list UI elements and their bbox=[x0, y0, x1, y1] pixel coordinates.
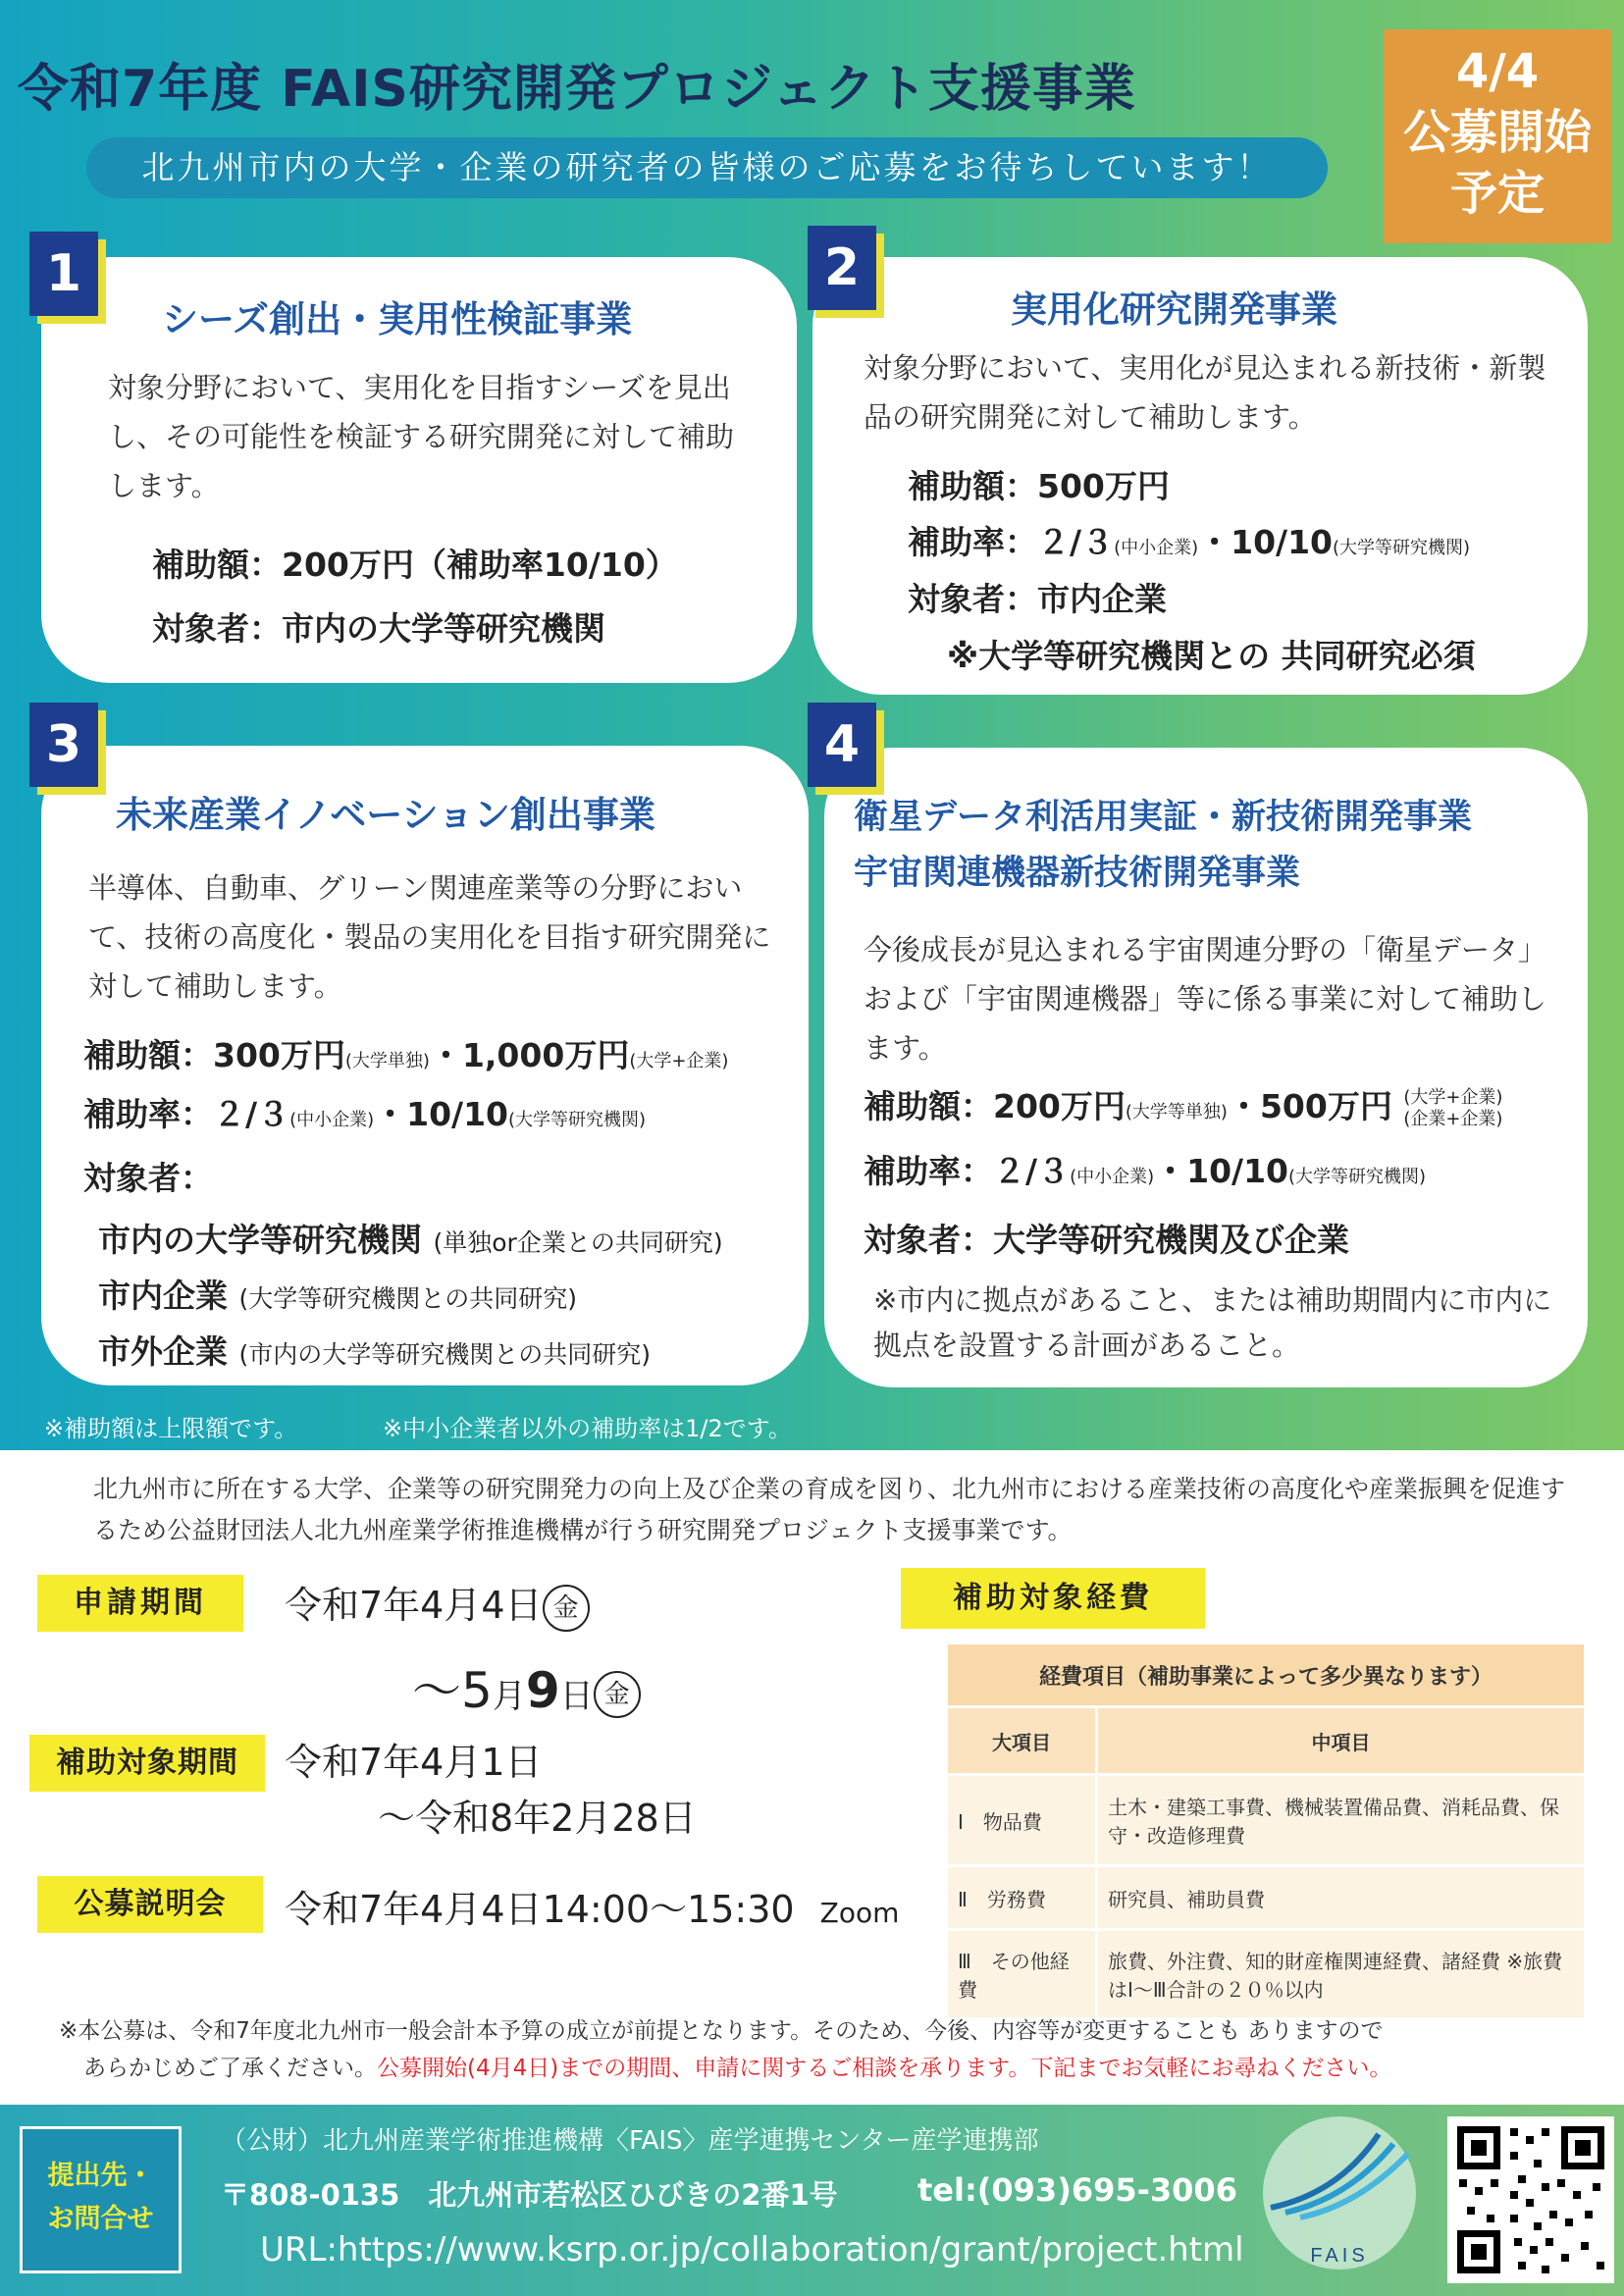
row-minor: 研究員、補助員費 bbox=[1097, 1866, 1586, 1930]
card-1-target: 対象者：市内の大学等研究機関 bbox=[152, 609, 605, 648]
apply-end bbox=[412, 1651, 641, 1722]
subtitle-text: 北九州市内の大学・企業の研究者の皆様のご応募をお待ちしています！ bbox=[141, 148, 1273, 186]
card-4-text: 今後成長が見込まれる宇宙関連分野の「衛星データ」および「宇宙関連機器」等に係る事業に対して補助します。 bbox=[864, 933, 1547, 1065]
footer-address: 〒808-0135 北九州市若松区ひびきの2番1号 bbox=[221, 2178, 838, 2212]
contact-box bbox=[20, 2126, 182, 2273]
target-main: 市外企業 bbox=[98, 1332, 228, 1371]
row-major: Ⅲ その他経費 bbox=[947, 1930, 1097, 2019]
card-4-rate-note2: (大学等研究機関) bbox=[1288, 1167, 1427, 1187]
qr-code-icon bbox=[1447, 2116, 1614, 2283]
card-1-title: シーズ創出・実用性検証事業 bbox=[162, 298, 633, 340]
apply-end-weekday: 金 bbox=[594, 1671, 641, 1718]
briefing-datetime: 令和7年4月4日14:00〜15:30 bbox=[285, 1888, 795, 1931]
card-4-rate-note1: (中小企業) bbox=[1070, 1167, 1155, 1187]
page-title: 令和7年度 FAIS研究開発プロジェクト支援事業 bbox=[18, 60, 1136, 119]
card-2-target: 対象者：市内企業 bbox=[908, 580, 1167, 618]
row-minor: 土木・建築工事費、機械装置備品費、消耗品費、保守・改造修理費 bbox=[1097, 1775, 1586, 1866]
fine-print-1: ※本公募は、令和7年度北九州市一般会計本予算の成立が前提となります。そのため、今後、内容等が変更することも ありますので bbox=[59, 2018, 1384, 2044]
logo-text: FAIS bbox=[1310, 2245, 1369, 2267]
fais-logo bbox=[1251, 2114, 1428, 2281]
card-4-number: 4 bbox=[808, 703, 876, 787]
card-2-amount: 補助額：500万円 bbox=[908, 467, 1170, 505]
target-sub: (大学等研究機関との共同研究) bbox=[238, 1284, 578, 1313]
card-3-rate-mid: ・10/10 bbox=[374, 1095, 509, 1133]
card-3-text: 半導体、自動車、グリーン関連産業等の分野において、技術の高度化・製品の実用化を目指す研究開発に対して補助します。 bbox=[88, 871, 771, 1003]
badge-date: 4/4 bbox=[1455, 44, 1540, 99]
card-4-rate-mid: ・10/10 bbox=[1154, 1152, 1289, 1190]
footer bbox=[0, 2105, 1624, 2296]
card-3-amount-note2: (大学+企業) bbox=[629, 1051, 729, 1071]
target-main: 市内企業 bbox=[98, 1277, 228, 1315]
subtitle-banner bbox=[86, 137, 1328, 198]
grant-period-label: 補助対象期間 bbox=[29, 1735, 265, 1792]
card-3-rate-note2: (大学等研究機関) bbox=[508, 1110, 647, 1130]
card-3-target-label: 対象者： bbox=[83, 1159, 213, 1197]
table-row bbox=[947, 1930, 1586, 2019]
open-date-badge bbox=[1384, 29, 1611, 243]
card-4-rate-label: 補助率：２/３ bbox=[864, 1152, 1071, 1190]
apply-start-date: 令和7年4月4日 bbox=[285, 1584, 543, 1627]
contact-box-line2: お問合せ bbox=[47, 2204, 154, 2234]
fais-logo-icon bbox=[1251, 2114, 1428, 2281]
target-main: 市内の大学等研究機関 bbox=[98, 1221, 422, 1259]
card-3-rate-label: 補助率：２/３ bbox=[83, 1095, 290, 1133]
fine-print-2-red: 公募開始(4月4日)までの期間、申請に関するご相談を承ります。下記までお気軽にお尋ねください。 bbox=[377, 2056, 1392, 2081]
badge-line2: 公募開始 bbox=[1402, 105, 1592, 160]
amount-note-a: (大学+企業) bbox=[1403, 1086, 1503, 1108]
card-3-amount bbox=[83, 1030, 728, 1076]
footer-org: （公財）北九州産業学術推進機構〈FAIS〉産学連携センター産学連携部 bbox=[221, 2126, 1039, 2156]
note-rate: ※中小企業者以外の補助率は1/2です。 bbox=[383, 1415, 792, 1442]
card-3-rate bbox=[83, 1089, 646, 1135]
card-3-target-2 bbox=[98, 1271, 577, 1317]
card-3-amount-mid: ・1,000万円 bbox=[429, 1036, 630, 1074]
row-major: Ⅰ 物品費 bbox=[947, 1775, 1097, 1866]
card-2-rate bbox=[908, 517, 1470, 563]
badge-line3: 予定 bbox=[1449, 166, 1545, 221]
briefing-date bbox=[285, 1879, 899, 1933]
card-2-rate-note1: (中小企業) bbox=[1114, 538, 1199, 558]
apply-end-num: 9 bbox=[525, 1662, 560, 1719]
grant-period-start: 令和7年4月1日 bbox=[285, 1741, 543, 1784]
table-row bbox=[947, 1775, 1586, 1866]
card-2-title: 実用化研究開発事業 bbox=[1011, 288, 1337, 331]
qr-code[interactable] bbox=[1447, 2116, 1614, 2283]
card-3-amount-label: 補助額：300万円 bbox=[83, 1036, 345, 1074]
contact-box-line1: 提出先・ bbox=[47, 2161, 154, 2191]
card-1-text: 対象分野において、実用化を目指すシーズを見出し、その可能性を検証する研究開発に対して補助します。 bbox=[108, 371, 735, 502]
card-2-rate-mid: ・10/10 bbox=[1198, 523, 1334, 561]
row-minor: 旅費、外注費、知的財産権関連経費、諸経費 ※旅費はⅠ〜Ⅲ合計の２０％以内 bbox=[1097, 1930, 1586, 2019]
card-4-amount-note1: (大学等単独) bbox=[1125, 1102, 1228, 1122]
card-2-note: ※大学等研究機関との 共同研究必須 bbox=[947, 637, 1476, 675]
card-4-amount-mid: ・500万円 bbox=[1227, 1087, 1392, 1125]
card-4-title-line2: 宇宙関連機器新技術開発事業 bbox=[854, 854, 1301, 893]
expenses-table bbox=[945, 1642, 1587, 2020]
note-upper-limit: ※補助額は上限額です。 bbox=[44, 1415, 298, 1442]
amount-note-b: (企業+企業) bbox=[1403, 1108, 1503, 1129]
briefing-zoom: Zoom bbox=[819, 1897, 900, 1929]
grant-period-end: 〜令和8年2月28日 bbox=[378, 1797, 697, 1840]
card-4-amount bbox=[864, 1081, 1502, 1130]
footer-url[interactable]: URL:https://www.ksrp.or.jp/collaboration/grant/project.html bbox=[260, 2230, 1244, 2270]
card-3-target-3 bbox=[98, 1327, 651, 1373]
target-sub: (単独or企業との共同研究) bbox=[433, 1228, 723, 1257]
expenses-table-header: 経費項目（補助事業によって多少異なります） bbox=[947, 1644, 1586, 1707]
card-3-rate-note1: (中小企業) bbox=[289, 1110, 375, 1130]
card-2-rate-label: 補助率：２/３ bbox=[908, 523, 1115, 561]
card-4-target: 対象者：大学等研究機関及び企業 bbox=[864, 1221, 1349, 1259]
card-1-amount: 補助額：200万円（補助率10/10） bbox=[152, 546, 678, 584]
card-4-amount-label: 補助額：200万円 bbox=[864, 1087, 1126, 1125]
row-major: Ⅱ 労務費 bbox=[947, 1866, 1097, 1930]
card-4-rate bbox=[864, 1146, 1426, 1192]
card-4-note: ※市内に拠点があること、または補助期間内に市内に拠点を設置する計画があること。 bbox=[873, 1283, 1552, 1362]
apply-period-label: 申請期間 bbox=[37, 1575, 243, 1632]
fine-print-2-black: あらかじめご了承ください。 bbox=[83, 2056, 377, 2081]
apply-end-prefix: 〜5 bbox=[412, 1662, 493, 1719]
fine-print-2 bbox=[83, 2052, 1391, 2085]
col-minor: 中項目 bbox=[1097, 1707, 1586, 1775]
card-2-text: 対象分野において、実用化が見込まれる新技術・新製品の研究開発に対して補助します。 bbox=[864, 351, 1546, 434]
card-2-number: 2 bbox=[808, 226, 876, 310]
card-3-target-1 bbox=[98, 1215, 723, 1261]
card-1-number: 1 bbox=[29, 232, 98, 316]
card-4-amount-note2 bbox=[1403, 1087, 1502, 1130]
intro-text: 北九州市に所在する大学、企業等の研究開発力の向上及び企業の育成を図り、北九州市における産業技術の高度化や産業振興を促進するため公益財団法人北九州産業学術推進機構が行う研究開発プロジェクト支援事業です。 bbox=[93, 1475, 1566, 1544]
expenses-label: 補助対象経費 bbox=[901, 1568, 1205, 1629]
card-4-title-line1: 衛星データ利活用実証・新技術開発事業 bbox=[854, 798, 1473, 837]
apply-end-month: 月 bbox=[492, 1677, 526, 1716]
apply-start-weekday: 金 bbox=[543, 1585, 590, 1632]
col-major: 大項目 bbox=[947, 1707, 1097, 1775]
apply-start bbox=[285, 1575, 590, 1632]
apply-end-dayword: 日 bbox=[559, 1677, 594, 1716]
card-2-rate-note2: (大学等研究機関) bbox=[1333, 538, 1471, 558]
footer-tel: tel:(093)695-3006 bbox=[917, 2171, 1237, 2209]
briefing-label: 公募説明会 bbox=[37, 1876, 263, 1933]
card-3-title: 未来産業イノベーション創出事業 bbox=[116, 794, 655, 836]
card-3-amount-note1: (大学単独) bbox=[344, 1051, 430, 1071]
table-row bbox=[947, 1866, 1586, 1930]
target-sub: (市内の大学等研究機関との共同研究) bbox=[238, 1340, 652, 1369]
card-3-number: 3 bbox=[29, 703, 98, 787]
